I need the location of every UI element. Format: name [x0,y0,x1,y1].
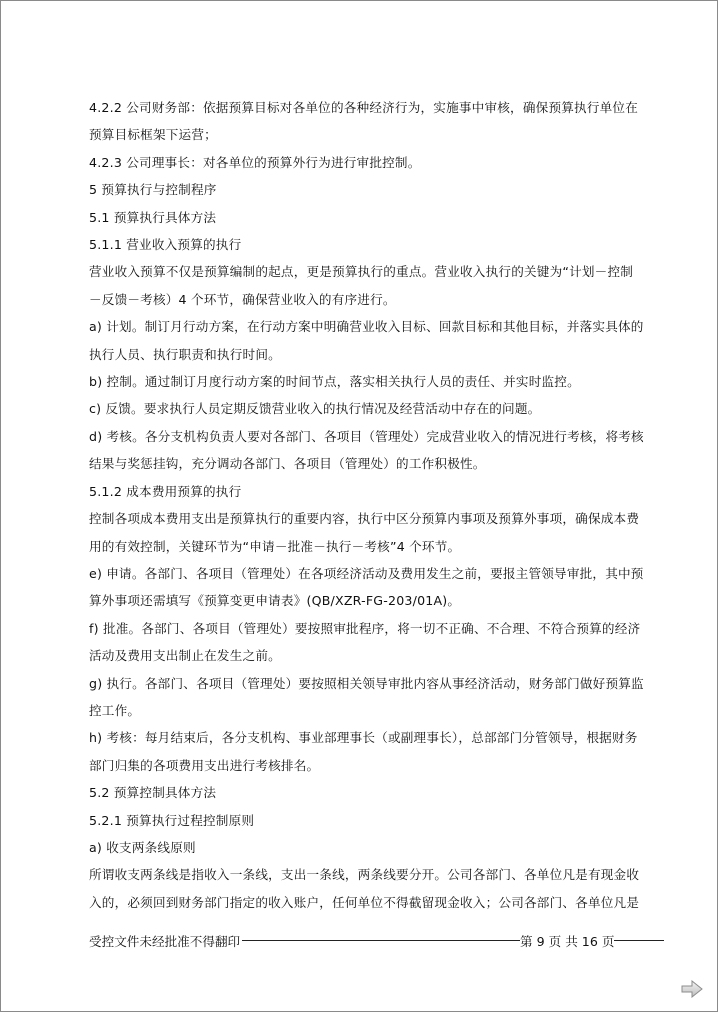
text-line: 4.2.3 公司理事长：对各单位的预算外行为进行审批控制。 [89,154,421,170]
text-line: f) 批准。各部门、各项目（管理处）要按照审批程序，将一切不正确、不合理、不符合预算的经济 [89,620,641,636]
text-line: 入的，必须回到财务部门指定的收入账户，任何单位不得截留现金收入；公司各部门、各单位凡是 [89,894,640,910]
section-heading: 5.1 预算执行具体方法 [89,209,217,225]
section-heading: 5 预算执行与控制程序 [89,182,217,198]
text-line: 预算目标框架下运营； [89,127,217,143]
text-line: a) 收支两条线原则 [89,839,196,855]
text-line: 用的有效控制，关键环节为“申请－批准－执行－考核”4 个环节。 [89,538,461,554]
text-line: 活动及费用支出制止在发生之前。 [89,648,281,664]
text-line: －反馈－考核）4 个环节，确保营业收入的有序进行。 [89,291,396,307]
text-line: 部门归集的各项费用支出进行考核排名。 [89,757,320,773]
footer-notice: 受控文件未经批准不得翻印 [89,931,242,950]
text-line: g) 执行。各部门、各项目（管理处）要按照相关领导审批内容从事经济活动，财务部门做好预算监 [89,675,644,691]
footer-page-info: 第 9 页 共 16 页 [520,931,614,950]
section-heading: 5.2 预算控制具体方法 [89,785,217,801]
section-heading: 5.2.1 预算执行过程控制原则 [89,812,255,828]
text-line: 控工作。 [89,702,141,718]
text-line: c) 反馈。要求执行人员定期反馈营业收入的执行情况及经营活动中存在的问题。 [89,401,541,417]
text-line: d) 考核。各分支机构负责人要对各部门、各项目（管理处）完成营业收入的情况进行考核，将考核 [89,428,644,444]
next-page-arrow-icon[interactable] [681,980,703,998]
section-heading: 5.1.2 成本费用预算的执行 [89,483,242,499]
document-body [89,94,644,916]
text-line: h) 考核：每月结束后，各分支机构、事业部理事长（或副理事长），总部部门分管领导，根据财务 [89,730,638,746]
text-line: 4.2.2 公司财务部：依据预算目标对各单位的各种经济行为，实施事中审核，确保预算执行单位在 [89,100,638,115]
text-line: 营业收入预算不仅是预算编制的起点，更是预算执行的重点。营业收入执行的关键为“计划－控制 [89,264,634,280]
section-heading: 5.1.1 营业收入预算的执行 [89,237,242,253]
text-line: 算外事项还需填写《预算变更申请表》(QB/XZR-FG-203/01A)。 [89,593,461,609]
text-line: 所谓收支两条线是指收入一条线，支出一条线，两条线要分开。公司各部门、各单位凡是有现金收 [89,867,640,883]
text-line: a) 计划。制订月行动方案，在行动方案中明确营业收入目标、回款目标和其他目标，并落实具体的 [89,319,644,335]
text-line: e) 申请。各部门、各项目（管理处）在各项经济活动及费用发生之前，要报主管领导审批，其中预 [89,565,644,581]
text-line: 控制各项成本费用支出是预算执行的重要内容，执行中区分预算内事项及预算外事项，确保成本费 [89,511,640,527]
text-line: 执行人员、执行职责和执行时间。 [89,346,281,362]
text-line: b) 控制。通过制订月度行动方案的时间节点，落实相关执行人员的责任、并实时监控。 [89,374,580,390]
text-line: 结果与奖惩挂钩，充分调动各部门、各项目（管理处）的工作积极性。 [89,456,486,472]
